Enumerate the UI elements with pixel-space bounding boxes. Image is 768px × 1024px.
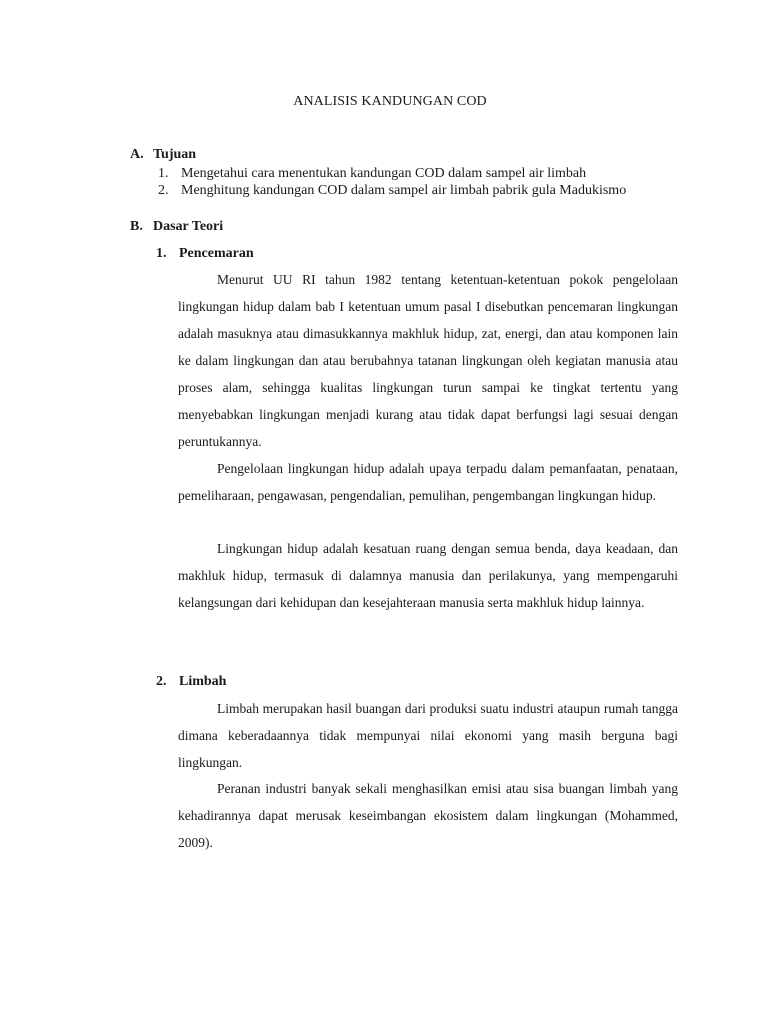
paragraph: Limbah merupakan hasil buangan dari produksi suatu industri ataupun rumah tangga dimana keberadaannya tidak mempunyai nilai ekonomi yang masih berguna bagi lingkungan. [178,701,678,770]
subsection-number: 1. [156,246,167,261]
paragraph: Lingkungan hidup adalah kesatuan ruang dengan semua benda, daya keadaan, dan makhluk hidup, termasuk di dalamnya manusia dan perilakunya, yang mempengaruhi kelangsungan dari kehidupan dan kesejahteraan manusia serta makhluk hidup lainnya. [178,541,678,610]
list-item-text: Mengetahui cara menentukan kandungan COD dalam sampel air limbah [181,166,587,181]
paragraph: Peranan industri banyak sekali menghasilkan emisi atau sisa buangan limbah yang kehadirannya dapat merusak keseimbangan ekosistem dalam lingkungan (Mohammed, 2009). [178,781,678,850]
paragraph: Menurut UU RI tahun 1982 tentang ketentuan-ketentuan pokok pengelolaan lingkungan hidup dalam bab I ketentuan umum pasal I disebutkan pencemaran lingkungan adalah masuknya atau dimasukkannya makhluk hidup, zat, energi, dan atau komponen lain ke dalam lingkungan dan atau berubahnya tatanan lingkungan oleh kegiatan manusia atau proses alam, sehingga kualitas lingkungan turun sampai ke tingkat tertentu yang menyebabkan lingkungan menjadi kurang atau tidak dapat berfungsi lagi sesuai dengan peruntukannya. [178,272,678,449]
subsection-heading: Limbah [179,674,227,689]
section-a-letter: A. [130,147,144,162]
section-b-letter: B. [130,219,143,234]
list-item-number: 1. [158,166,169,181]
document-title: ANALISIS KANDUNGAN COD [293,94,487,109]
list-item-number: 2. [158,183,169,198]
subsection-heading: Pencemaran [179,246,254,261]
subsection-number: 2. [156,674,167,689]
paragraph: Pengelolaan lingkungan hidup adalah upaya terpadu dalam pemanfaatan, penataan, pemeliharaan, pengawasan, pengendalian, pemulihan, pengembangan lingkungan hidup. [178,461,678,503]
section-b-heading: Dasar Teori [153,219,224,234]
list-item-text: Menghitung kandungan COD dalam sampel air limbah pabrik gula Madukismo [181,183,627,198]
section-a-heading: Tujuan [153,147,197,162]
